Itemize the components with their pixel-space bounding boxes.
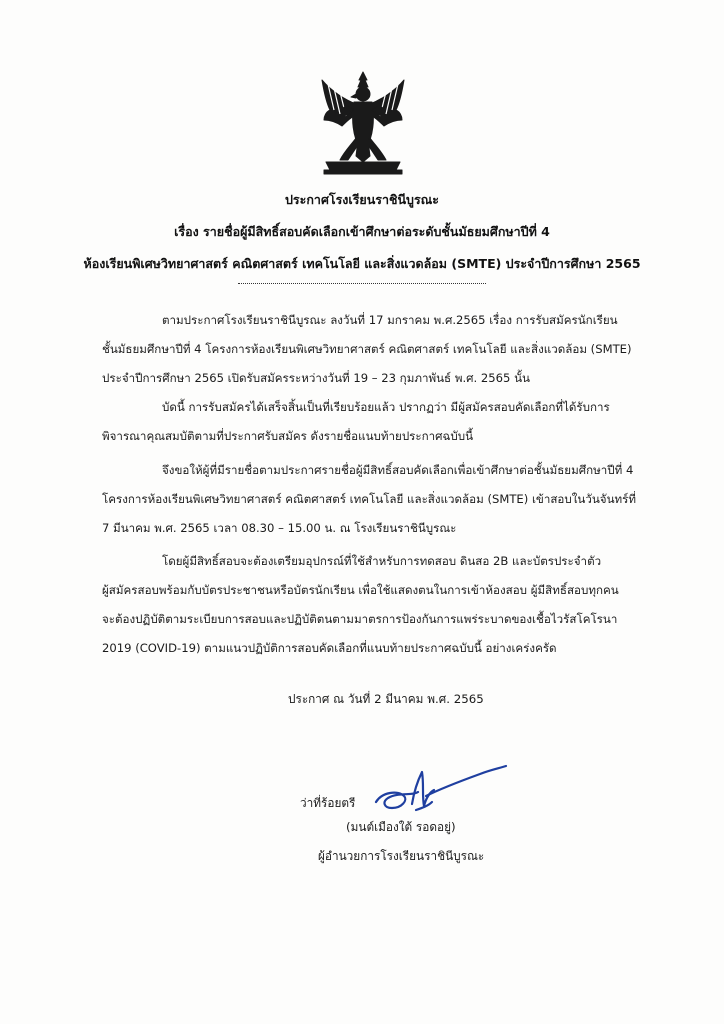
signer-name: (มนต์เมืองใต้ รอดอยู่) bbox=[346, 820, 456, 834]
garuda-emblem-icon bbox=[318, 70, 408, 178]
body-line: จะต้องปฏิบัติตามระเบียบการสอบและปฏิบัติตนตามมาตรการป้องกันการแพร่ระบาดของเชื้อไวรัสโคโรนา bbox=[102, 612, 618, 626]
body-line: ประจำปีการศึกษา 2565 เปิดรับสมัครระหว่างวันที่ 19 – 23 กุมภาพันธ์ พ.ศ. 2565 นั้น bbox=[102, 371, 530, 385]
body-line: บัดนี้ การรับสมัครได้เสร็จสิ้นเป็นที่เรียบร้อยแล้ว ปรากฏว่า มีผู้สมัครสอบคัดเลือกที่ได้รับการ bbox=[162, 400, 610, 414]
body-line: พิจารณาคุณสมบัติตามที่ประกาศรับสมัคร ดังรายชื่อแนบท้ายประกาศฉบับนี้ bbox=[102, 429, 474, 443]
body-line: 7 มีนาคม พ.ศ. 2565 เวลา 08.30 – 15.00 น. ณ โรงเรียนราชินีบูรณะ bbox=[102, 521, 457, 535]
handwritten-signature bbox=[368, 762, 508, 818]
announcement-program: ห้องเรียนพิเศษวิทยาศาสตร์ คณิตศาสตร์ เทคโนโลยี และสิ่งแวดล้อม (SMTE) ประจำปีการศึกษา 2565 bbox=[83, 256, 641, 271]
announcement-title: ประกาศโรงเรียนราชินีบูรณะ bbox=[285, 192, 439, 207]
body-line: จึงขอให้ผู้ที่มีรายชื่อตามประกาศรายชื่อผู้มีสิทธิ์สอบคัดเลือกเพื่อเข้าศึกษาต่อชั้นมัธยมศึกษาปีที่ 4 bbox=[162, 463, 634, 477]
dotted-divider bbox=[238, 283, 486, 284]
proclamation-date: ประกาศ ณ วันที่ 2 มีนาคม พ.ศ. 2565 bbox=[288, 692, 484, 706]
announcement-subject: เรื่อง รายชื่อผู้มีสิทธิ์สอบคัดเลือกเข้าศึกษาต่อระดับชั้นมัธยมศึกษาปีที่ 4 bbox=[174, 224, 550, 239]
body-line: ผู้สมัครสอบพร้อมกับบัตรประชาชนหรือบัตรนักเรียน เพื่อใช้แสดงตนในการเข้าห้องสอบ ผู้มีสิทธิ์สอบทุกคน bbox=[102, 583, 619, 597]
body-line: โดยผู้มีสิทธิ์สอบจะต้องเตรียมอุปกรณ์ที่ใช้สำหรับการทดสอบ ดินสอ 2B และบัตรประจำตัว bbox=[162, 554, 602, 568]
body-line: 2019 (COVID-19) ตามแนวปฏิบัติการสอบคัดเลือกที่แนบท้ายประกาศฉบับนี้ อย่างเคร่งครัด bbox=[102, 641, 557, 655]
body-line: ชั้นมัธยมศึกษาปีที่ 4 โครงการห้องเรียนพิเศษวิทยาศาสตร์ คณิตศาสตร์ เทคโนโลยี และสิ่งแวดล้อม (SMTE) bbox=[102, 342, 632, 356]
signer-title: ผู้อำนวยการโรงเรียนราชินีบูรณะ bbox=[318, 849, 485, 863]
signer-rank: ว่าที่ร้อยตรี bbox=[300, 796, 356, 810]
body-line: โครงการห้องเรียนพิเศษวิทยาศาสตร์ คณิตศาสตร์ เทคโนโลยี และสิ่งแวดล้อม (SMTE) เข้าสอบในวันจันทร์ที่ bbox=[102, 492, 637, 506]
body-line: ตามประกาศโรงเรียนราชินีบูรณะ ลงวันที่ 17 มกราคม พ.ศ.2565 เรื่อง การรับสมัครนักเรียน bbox=[162, 313, 618, 327]
